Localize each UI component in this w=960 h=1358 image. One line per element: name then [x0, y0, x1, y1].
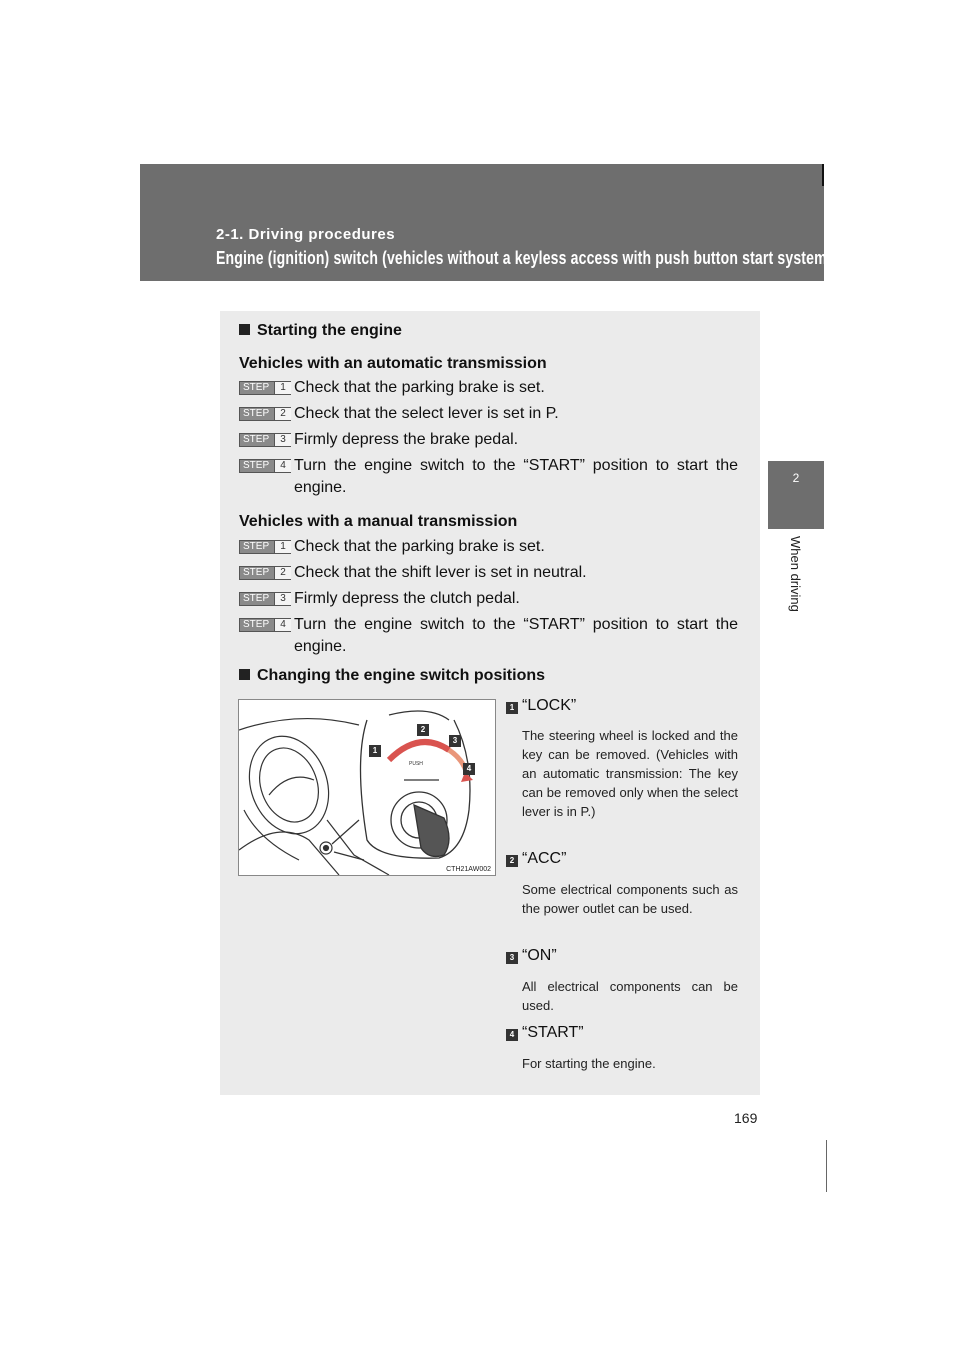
step-badge: STEP 1 — [239, 540, 291, 554]
step-text: Check that the select lever is set in P. — [294, 405, 559, 422]
position-desc: For starting the engine. — [522, 1056, 656, 1071]
square-bullet-icon — [239, 324, 250, 335]
step-badge: STEP 3 — [239, 433, 291, 447]
corner-rule — [822, 164, 824, 186]
position-title: “ON” — [522, 947, 557, 964]
step-text: Turn the engine switch to the “START” position to start the engine. — [294, 616, 738, 655]
chapter-tab[interactable] — [768, 461, 824, 529]
marker-2: 2 — [417, 724, 429, 736]
step-badge: STEP 3 — [239, 592, 291, 606]
page-number: 169 — [734, 1110, 758, 1126]
step-text: Check that the parking brake is set. — [294, 379, 545, 396]
marker-1: 1 — [369, 745, 381, 757]
step-badge: STEP 2 — [239, 566, 291, 580]
positions-heading: Changing the engine switch positions — [239, 667, 545, 685]
push-label: PUSH — [409, 761, 423, 767]
position-desc: Some electrical components such as the power outlet can be used. — [522, 882, 738, 916]
position-marker: 3 — [506, 952, 518, 964]
section-label: 2-1. Driving procedures — [216, 226, 396, 243]
square-bullet-icon — [239, 669, 250, 680]
step-text: Firmly depress the brake pedal. — [294, 431, 519, 448]
ignition-drawing — [239, 700, 495, 875]
chapter-number: 2 — [792, 471, 800, 485]
position-marker: 1 — [506, 702, 518, 714]
position-desc: The steering wheel is locked and the key can be removed. (Vehicles with an automatic transmission: The key can be removed only when the select lever is in P.) — [522, 728, 738, 819]
automatic-heading: Vehicles with an automatic transmission — [239, 355, 547, 372]
chapter-label-box — [768, 530, 824, 640]
ignition-illustration — [238, 699, 496, 876]
step-text: Turn the engine switch to the “START” position to start the engine. — [294, 457, 738, 496]
position-marker: 4 — [506, 1029, 518, 1041]
position-title: “ACC” — [522, 850, 567, 867]
position-marker: 2 — [506, 855, 518, 867]
starting-heading: Starting the engine — [239, 322, 402, 340]
step-badge: STEP 4 — [239, 459, 291, 473]
step-text: Check that the shift lever is set in neutral. — [294, 564, 587, 581]
position-desc: All electrical components can be used. — [522, 979, 738, 1013]
page-edge-rule — [826, 1140, 827, 1192]
manual-heading: Vehicles with a manual transmission — [239, 513, 518, 530]
chapter-label: When driving — [788, 536, 803, 612]
step-badge: STEP 4 — [239, 618, 291, 632]
step-badge: STEP 2 — [239, 407, 291, 421]
step-text: Check that the parking brake is set. — [294, 538, 545, 555]
step-badge: STEP 1 — [239, 381, 291, 395]
marker-3: 3 — [449, 735, 461, 747]
illustration-caption: CTH21AW002 — [446, 866, 491, 873]
marker-4: 4 — [463, 763, 475, 775]
position-title: “START” — [522, 1024, 584, 1041]
step-text: Firmly depress the clutch pedal. — [294, 590, 520, 607]
position-title: “LOCK” — [522, 697, 577, 714]
page-title: Engine (ignition) switch (vehicles without a keyless access with push button start system) — [216, 248, 832, 268]
